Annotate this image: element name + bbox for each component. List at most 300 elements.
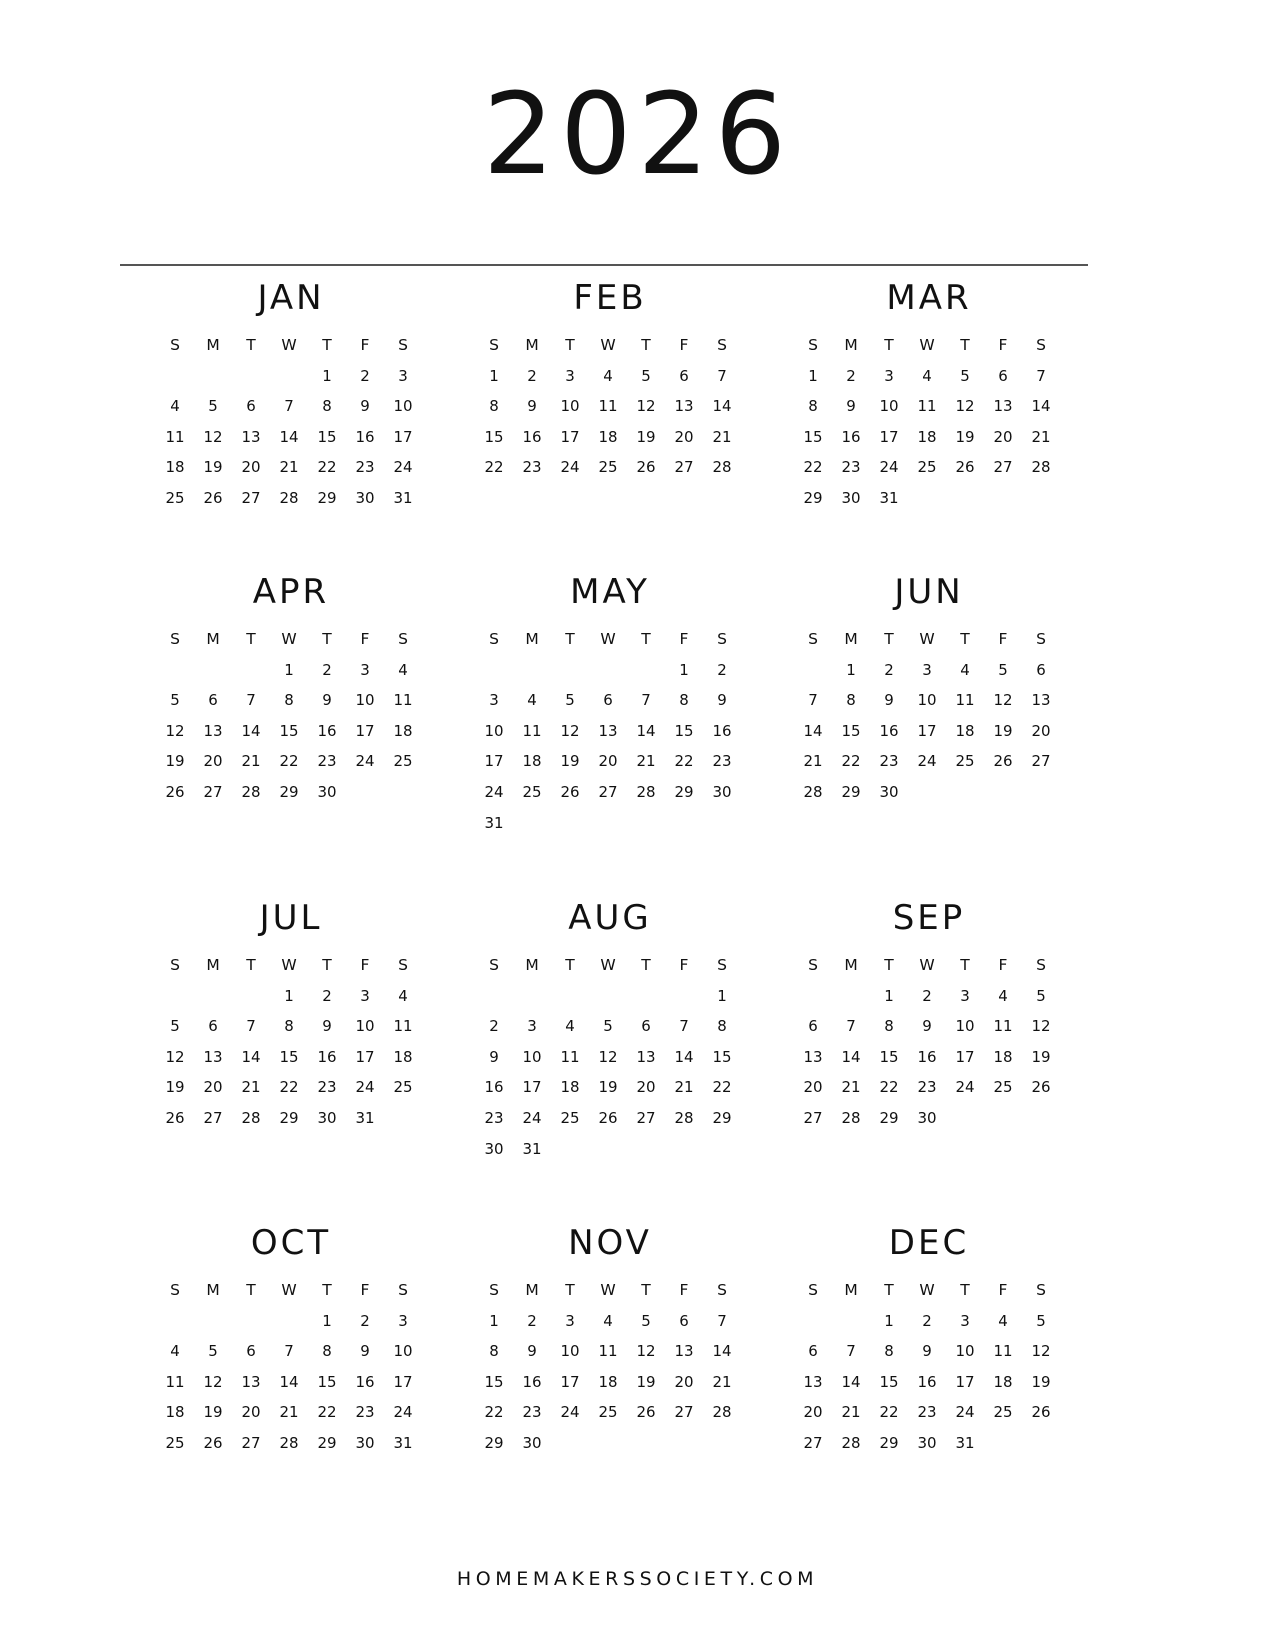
- day-number: 1: [846, 660, 856, 679]
- day-number: 30: [917, 1433, 937, 1452]
- day-number: 31: [879, 488, 899, 507]
- blank-day: [156, 1306, 194, 1337]
- month-days-grid: [156, 1275, 422, 1459]
- weekday-header: T: [565, 956, 575, 974]
- weekday-header: T: [884, 956, 894, 974]
- day-number: 15: [279, 1047, 299, 1066]
- day-number: 25: [393, 752, 413, 771]
- day-number: 27: [803, 1433, 823, 1452]
- day-number: 9: [527, 1342, 537, 1361]
- weekday-header: W: [281, 630, 297, 648]
- month-mar: [794, 276, 1064, 514]
- day-number: 18: [993, 1372, 1013, 1391]
- weekday-header: T: [960, 956, 970, 974]
- day-number: 27: [803, 1108, 823, 1127]
- title-divider: [120, 264, 1088, 266]
- day-number: 11: [993, 1017, 1013, 1036]
- day-number: 16: [879, 721, 899, 740]
- day-number: 27: [203, 782, 223, 801]
- day-number: 10: [522, 1047, 542, 1066]
- day-number: 6: [246, 1342, 256, 1361]
- day-number: 1: [808, 366, 818, 385]
- day-number: 3: [398, 1311, 408, 1330]
- day-number: 24: [955, 1403, 975, 1422]
- day-number: 15: [317, 427, 337, 446]
- day-number: 15: [712, 1047, 732, 1066]
- month-days-grid: [475, 330, 741, 483]
- day-number: 18: [522, 752, 542, 771]
- weekday-header: T: [565, 1281, 575, 1299]
- day-number: 27: [674, 458, 694, 477]
- day-number: 10: [955, 1017, 975, 1036]
- weekday-header: T: [322, 1281, 332, 1299]
- day-number: 4: [603, 366, 613, 385]
- day-number: 6: [603, 691, 613, 710]
- day-number: 31: [393, 488, 413, 507]
- day-number: 27: [1031, 752, 1051, 771]
- day-number: 9: [360, 1342, 370, 1361]
- day-number: 6: [208, 1017, 218, 1036]
- day-number: 3: [884, 366, 894, 385]
- day-number: 1: [284, 660, 294, 679]
- day-number: 27: [203, 1108, 223, 1127]
- day-number: 29: [484, 1433, 504, 1452]
- blank-day: [232, 655, 270, 686]
- day-number: 9: [489, 1047, 499, 1066]
- weekday-header: S: [1036, 336, 1046, 354]
- day-number: 22: [674, 752, 694, 771]
- day-number: 31: [522, 1139, 542, 1158]
- weekday-header: T: [884, 1281, 894, 1299]
- day-number: 15: [317, 1372, 337, 1391]
- day-number: 5: [565, 691, 575, 710]
- day-number: 14: [279, 427, 299, 446]
- day-number: 23: [712, 752, 732, 771]
- day-number: 18: [955, 721, 975, 740]
- day-number: 14: [279, 1372, 299, 1391]
- day-number: 24: [522, 1108, 542, 1127]
- day-number: 24: [955, 1078, 975, 1097]
- month-may: [475, 570, 745, 838]
- day-number: 21: [279, 458, 299, 477]
- day-number: 13: [993, 397, 1013, 416]
- day-number: 18: [393, 1047, 413, 1066]
- day-number: 13: [674, 397, 694, 416]
- weekday-header: F: [998, 1281, 1008, 1299]
- weekday-header: S: [489, 630, 499, 648]
- day-number: 5: [998, 660, 1008, 679]
- day-number: 15: [484, 1372, 504, 1391]
- day-number: 3: [960, 986, 970, 1005]
- weekday-header: M: [844, 956, 858, 974]
- day-number: 28: [1031, 458, 1051, 477]
- day-number: 5: [208, 1342, 218, 1361]
- day-number: 17: [560, 427, 580, 446]
- weekday-header: T: [884, 630, 894, 648]
- day-number: 2: [884, 660, 894, 679]
- day-number: 5: [1036, 986, 1046, 1005]
- day-number: 18: [917, 427, 937, 446]
- day-number: 23: [317, 752, 337, 771]
- day-number: 16: [355, 427, 375, 446]
- day-number: 2: [527, 366, 537, 385]
- day-number: 24: [484, 782, 504, 801]
- day-number: 19: [1031, 1372, 1051, 1391]
- weekday-header: M: [525, 1281, 539, 1299]
- weekday-header: S: [1036, 630, 1046, 648]
- day-number: 19: [1031, 1047, 1051, 1066]
- day-number: 9: [527, 397, 537, 416]
- blank-day: [794, 981, 832, 1012]
- day-number: 5: [641, 366, 651, 385]
- day-number: 18: [165, 458, 185, 477]
- day-number: 10: [355, 691, 375, 710]
- weekday-header: M: [844, 336, 858, 354]
- blank-day: [794, 1306, 832, 1337]
- day-number: 4: [998, 1311, 1008, 1330]
- day-number: 22: [317, 1403, 337, 1422]
- day-number: 12: [636, 397, 656, 416]
- day-number: 27: [241, 1433, 261, 1452]
- day-number: 16: [712, 721, 732, 740]
- day-number: 12: [165, 1047, 185, 1066]
- day-number: 12: [203, 1372, 223, 1391]
- blank-day: [270, 361, 308, 392]
- weekday-header: T: [960, 630, 970, 648]
- month-name: FEB: [573, 278, 647, 318]
- weekday-header: S: [717, 336, 727, 354]
- day-number: 24: [393, 1403, 413, 1422]
- day-number: 3: [565, 1311, 575, 1330]
- day-number: 7: [717, 1311, 727, 1330]
- day-number: 16: [917, 1372, 937, 1391]
- month-name: SEP: [892, 898, 966, 938]
- day-number: 19: [955, 427, 975, 446]
- day-number: 10: [917, 691, 937, 710]
- day-number: 22: [803, 458, 823, 477]
- day-number: 11: [598, 397, 618, 416]
- day-number: 29: [803, 488, 823, 507]
- weekday-header: S: [808, 336, 818, 354]
- day-number: 13: [803, 1372, 823, 1391]
- day-number: 3: [489, 691, 499, 710]
- month-name: JUL: [259, 898, 323, 938]
- day-number: 2: [922, 1311, 932, 1330]
- weekday-header: T: [565, 336, 575, 354]
- month-days-grid: [156, 624, 422, 808]
- day-number: 25: [165, 488, 185, 507]
- day-number: 19: [993, 721, 1013, 740]
- weekday-header: M: [206, 336, 220, 354]
- day-number: 4: [960, 660, 970, 679]
- day-number: 17: [917, 721, 937, 740]
- day-number: 20: [674, 1372, 694, 1391]
- day-number: 16: [317, 721, 337, 740]
- day-number: 8: [322, 397, 332, 416]
- month-name: APR: [252, 572, 330, 612]
- blank-day: [232, 1306, 270, 1337]
- day-number: 2: [489, 1017, 499, 1036]
- month-dec: [794, 1221, 1064, 1459]
- day-number: 25: [393, 1078, 413, 1097]
- day-number: 27: [993, 458, 1013, 477]
- weekday-header: F: [998, 630, 1008, 648]
- day-number: 2: [322, 660, 332, 679]
- day-number: 16: [522, 427, 542, 446]
- day-number: 28: [241, 782, 261, 801]
- day-number: 20: [674, 427, 694, 446]
- blank-day: [551, 655, 589, 686]
- day-number: 9: [922, 1017, 932, 1036]
- weekday-header: S: [489, 1281, 499, 1299]
- day-number: 20: [1031, 721, 1051, 740]
- day-number: 17: [560, 1372, 580, 1391]
- day-number: 23: [917, 1403, 937, 1422]
- weekday-header: T: [322, 956, 332, 974]
- weekday-header: M: [844, 1281, 858, 1299]
- day-number: 14: [841, 1047, 861, 1066]
- day-number: 17: [393, 427, 413, 446]
- weekday-header: W: [600, 1281, 616, 1299]
- day-number: 2: [846, 366, 856, 385]
- day-number: 7: [284, 397, 294, 416]
- day-number: 27: [241, 488, 261, 507]
- day-number: 4: [170, 397, 180, 416]
- weekday-header: W: [600, 336, 616, 354]
- day-number: 25: [917, 458, 937, 477]
- weekday-header: M: [525, 956, 539, 974]
- day-number: 8: [884, 1017, 894, 1036]
- month-oct: [156, 1221, 426, 1459]
- day-number: 23: [841, 458, 861, 477]
- day-number: 16: [841, 427, 861, 446]
- weekday-header: W: [600, 630, 616, 648]
- weekday-header: S: [398, 630, 408, 648]
- day-number: 8: [489, 397, 499, 416]
- weekday-header: W: [600, 956, 616, 974]
- day-number: 17: [393, 1372, 413, 1391]
- day-number: 27: [636, 1108, 656, 1127]
- month-days-grid: [156, 950, 422, 1134]
- day-number: 28: [674, 1108, 694, 1127]
- day-number: 28: [241, 1108, 261, 1127]
- day-number: 21: [803, 752, 823, 771]
- day-number: 15: [803, 427, 823, 446]
- weekday-header: T: [884, 336, 894, 354]
- day-number: 13: [203, 721, 223, 740]
- weekday-header: S: [398, 336, 408, 354]
- day-number: 26: [993, 752, 1013, 771]
- day-number: 6: [679, 366, 689, 385]
- blank-day: [551, 981, 589, 1012]
- day-number: 13: [203, 1047, 223, 1066]
- day-number: 11: [917, 397, 937, 416]
- day-number: 21: [279, 1403, 299, 1422]
- weekday-header: M: [206, 630, 220, 648]
- day-number: 23: [355, 458, 375, 477]
- day-number: 20: [203, 1078, 223, 1097]
- day-number: 26: [165, 1108, 185, 1127]
- day-number: 29: [879, 1433, 899, 1452]
- day-number: 23: [317, 1078, 337, 1097]
- day-number: 15: [484, 427, 504, 446]
- day-number: 28: [841, 1433, 861, 1452]
- day-number: 7: [246, 691, 256, 710]
- day-number: 11: [393, 691, 413, 710]
- day-number: 17: [879, 427, 899, 446]
- day-number: 10: [560, 397, 580, 416]
- day-number: 1: [884, 986, 894, 1005]
- day-number: 31: [393, 1433, 413, 1452]
- day-number: 5: [170, 1017, 180, 1036]
- weekday-header: F: [998, 336, 1008, 354]
- day-number: 30: [522, 1433, 542, 1452]
- weekday-header: T: [641, 1281, 651, 1299]
- month-aug: [475, 896, 745, 1164]
- day-number: 23: [522, 458, 542, 477]
- month-name: JUN: [894, 572, 964, 612]
- blank-day: [627, 655, 665, 686]
- month-name: MAR: [886, 278, 972, 318]
- day-number: 19: [560, 752, 580, 771]
- day-number: 22: [279, 752, 299, 771]
- weekday-header: W: [919, 1281, 935, 1299]
- day-number: 12: [1031, 1017, 1051, 1036]
- day-number: 30: [879, 782, 899, 801]
- day-number: 16: [317, 1047, 337, 1066]
- day-number: 13: [241, 427, 261, 446]
- day-number: 7: [846, 1017, 856, 1036]
- day-number: 12: [955, 397, 975, 416]
- day-number: 9: [717, 691, 727, 710]
- day-number: 20: [803, 1078, 823, 1097]
- day-number: 19: [203, 458, 223, 477]
- day-number: 31: [484, 813, 504, 832]
- day-number: 5: [603, 1017, 613, 1036]
- weekday-header: S: [717, 1281, 727, 1299]
- month-days-grid: [475, 1275, 741, 1459]
- day-number: 7: [284, 1342, 294, 1361]
- day-number: 19: [636, 1372, 656, 1391]
- day-number: 26: [560, 782, 580, 801]
- day-number: 10: [393, 397, 413, 416]
- day-number: 22: [317, 458, 337, 477]
- day-number: 21: [841, 1403, 861, 1422]
- day-number: 30: [317, 1108, 337, 1127]
- weekday-header: S: [398, 1281, 408, 1299]
- blank-day: [589, 655, 627, 686]
- day-number: 17: [955, 1372, 975, 1391]
- day-number: 19: [598, 1078, 618, 1097]
- weekday-header: F: [360, 956, 370, 974]
- day-number: 12: [636, 1342, 656, 1361]
- weekday-header: S: [170, 630, 180, 648]
- day-number: 6: [808, 1017, 818, 1036]
- day-number: 18: [993, 1047, 1013, 1066]
- day-number: 31: [355, 1108, 375, 1127]
- day-number: 23: [522, 1403, 542, 1422]
- day-number: 30: [917, 1108, 937, 1127]
- day-number: 20: [598, 752, 618, 771]
- month-name: JAN: [257, 278, 325, 318]
- blank-day: [513, 655, 551, 686]
- day-number: 1: [284, 986, 294, 1005]
- weekday-header: W: [281, 336, 297, 354]
- weekday-header: S: [808, 630, 818, 648]
- weekday-header: S: [808, 956, 818, 974]
- day-number: 14: [841, 1372, 861, 1391]
- day-number: 1: [679, 660, 689, 679]
- weekday-header: S: [1036, 1281, 1046, 1299]
- day-number: 24: [393, 458, 413, 477]
- blank-day: [513, 981, 551, 1012]
- day-number: 6: [1036, 660, 1046, 679]
- weekday-header: W: [281, 956, 297, 974]
- month-sep: [794, 896, 1064, 1134]
- day-number: 20: [636, 1078, 656, 1097]
- day-number: 12: [993, 691, 1013, 710]
- month-apr: [156, 570, 426, 808]
- day-number: 11: [993, 1342, 1013, 1361]
- day-number: 30: [355, 488, 375, 507]
- day-number: 13: [636, 1047, 656, 1066]
- day-number: 12: [203, 427, 223, 446]
- day-number: 17: [355, 721, 375, 740]
- blank-day: [194, 655, 232, 686]
- day-number: 18: [598, 427, 618, 446]
- day-number: 12: [1031, 1342, 1051, 1361]
- day-number: 4: [398, 986, 408, 1005]
- blank-day: [194, 1306, 232, 1337]
- day-number: 8: [884, 1342, 894, 1361]
- day-number: 20: [241, 1403, 261, 1422]
- day-number: 18: [165, 1403, 185, 1422]
- blank-day: [832, 981, 870, 1012]
- day-number: 26: [636, 458, 656, 477]
- day-number: 8: [846, 691, 856, 710]
- weekday-header: F: [679, 336, 689, 354]
- day-number: 22: [484, 458, 504, 477]
- day-number: 16: [355, 1372, 375, 1391]
- day-number: 7: [808, 691, 818, 710]
- month-days-grid: [794, 330, 1060, 514]
- day-number: 6: [641, 1017, 651, 1036]
- day-number: 25: [522, 782, 542, 801]
- day-number: 21: [712, 1372, 732, 1391]
- day-number: 14: [712, 397, 732, 416]
- day-number: 4: [998, 986, 1008, 1005]
- month-days-grid: [794, 624, 1060, 808]
- day-number: 8: [322, 1342, 332, 1361]
- month-days-grid: [475, 950, 741, 1164]
- day-number: 3: [398, 366, 408, 385]
- day-number: 7: [1036, 366, 1046, 385]
- day-number: 3: [527, 1017, 537, 1036]
- day-number: 13: [598, 721, 618, 740]
- weekday-header: T: [246, 956, 256, 974]
- weekday-header: S: [717, 630, 727, 648]
- day-number: 15: [879, 1047, 899, 1066]
- day-number: 30: [317, 782, 337, 801]
- day-number: 2: [360, 366, 370, 385]
- day-number: 19: [636, 427, 656, 446]
- weekday-header: S: [717, 956, 727, 974]
- day-number: 1: [489, 1311, 499, 1330]
- blank-day: [156, 361, 194, 392]
- day-number: 7: [246, 1017, 256, 1036]
- month-nov: [475, 1221, 745, 1459]
- day-number: 25: [560, 1108, 580, 1127]
